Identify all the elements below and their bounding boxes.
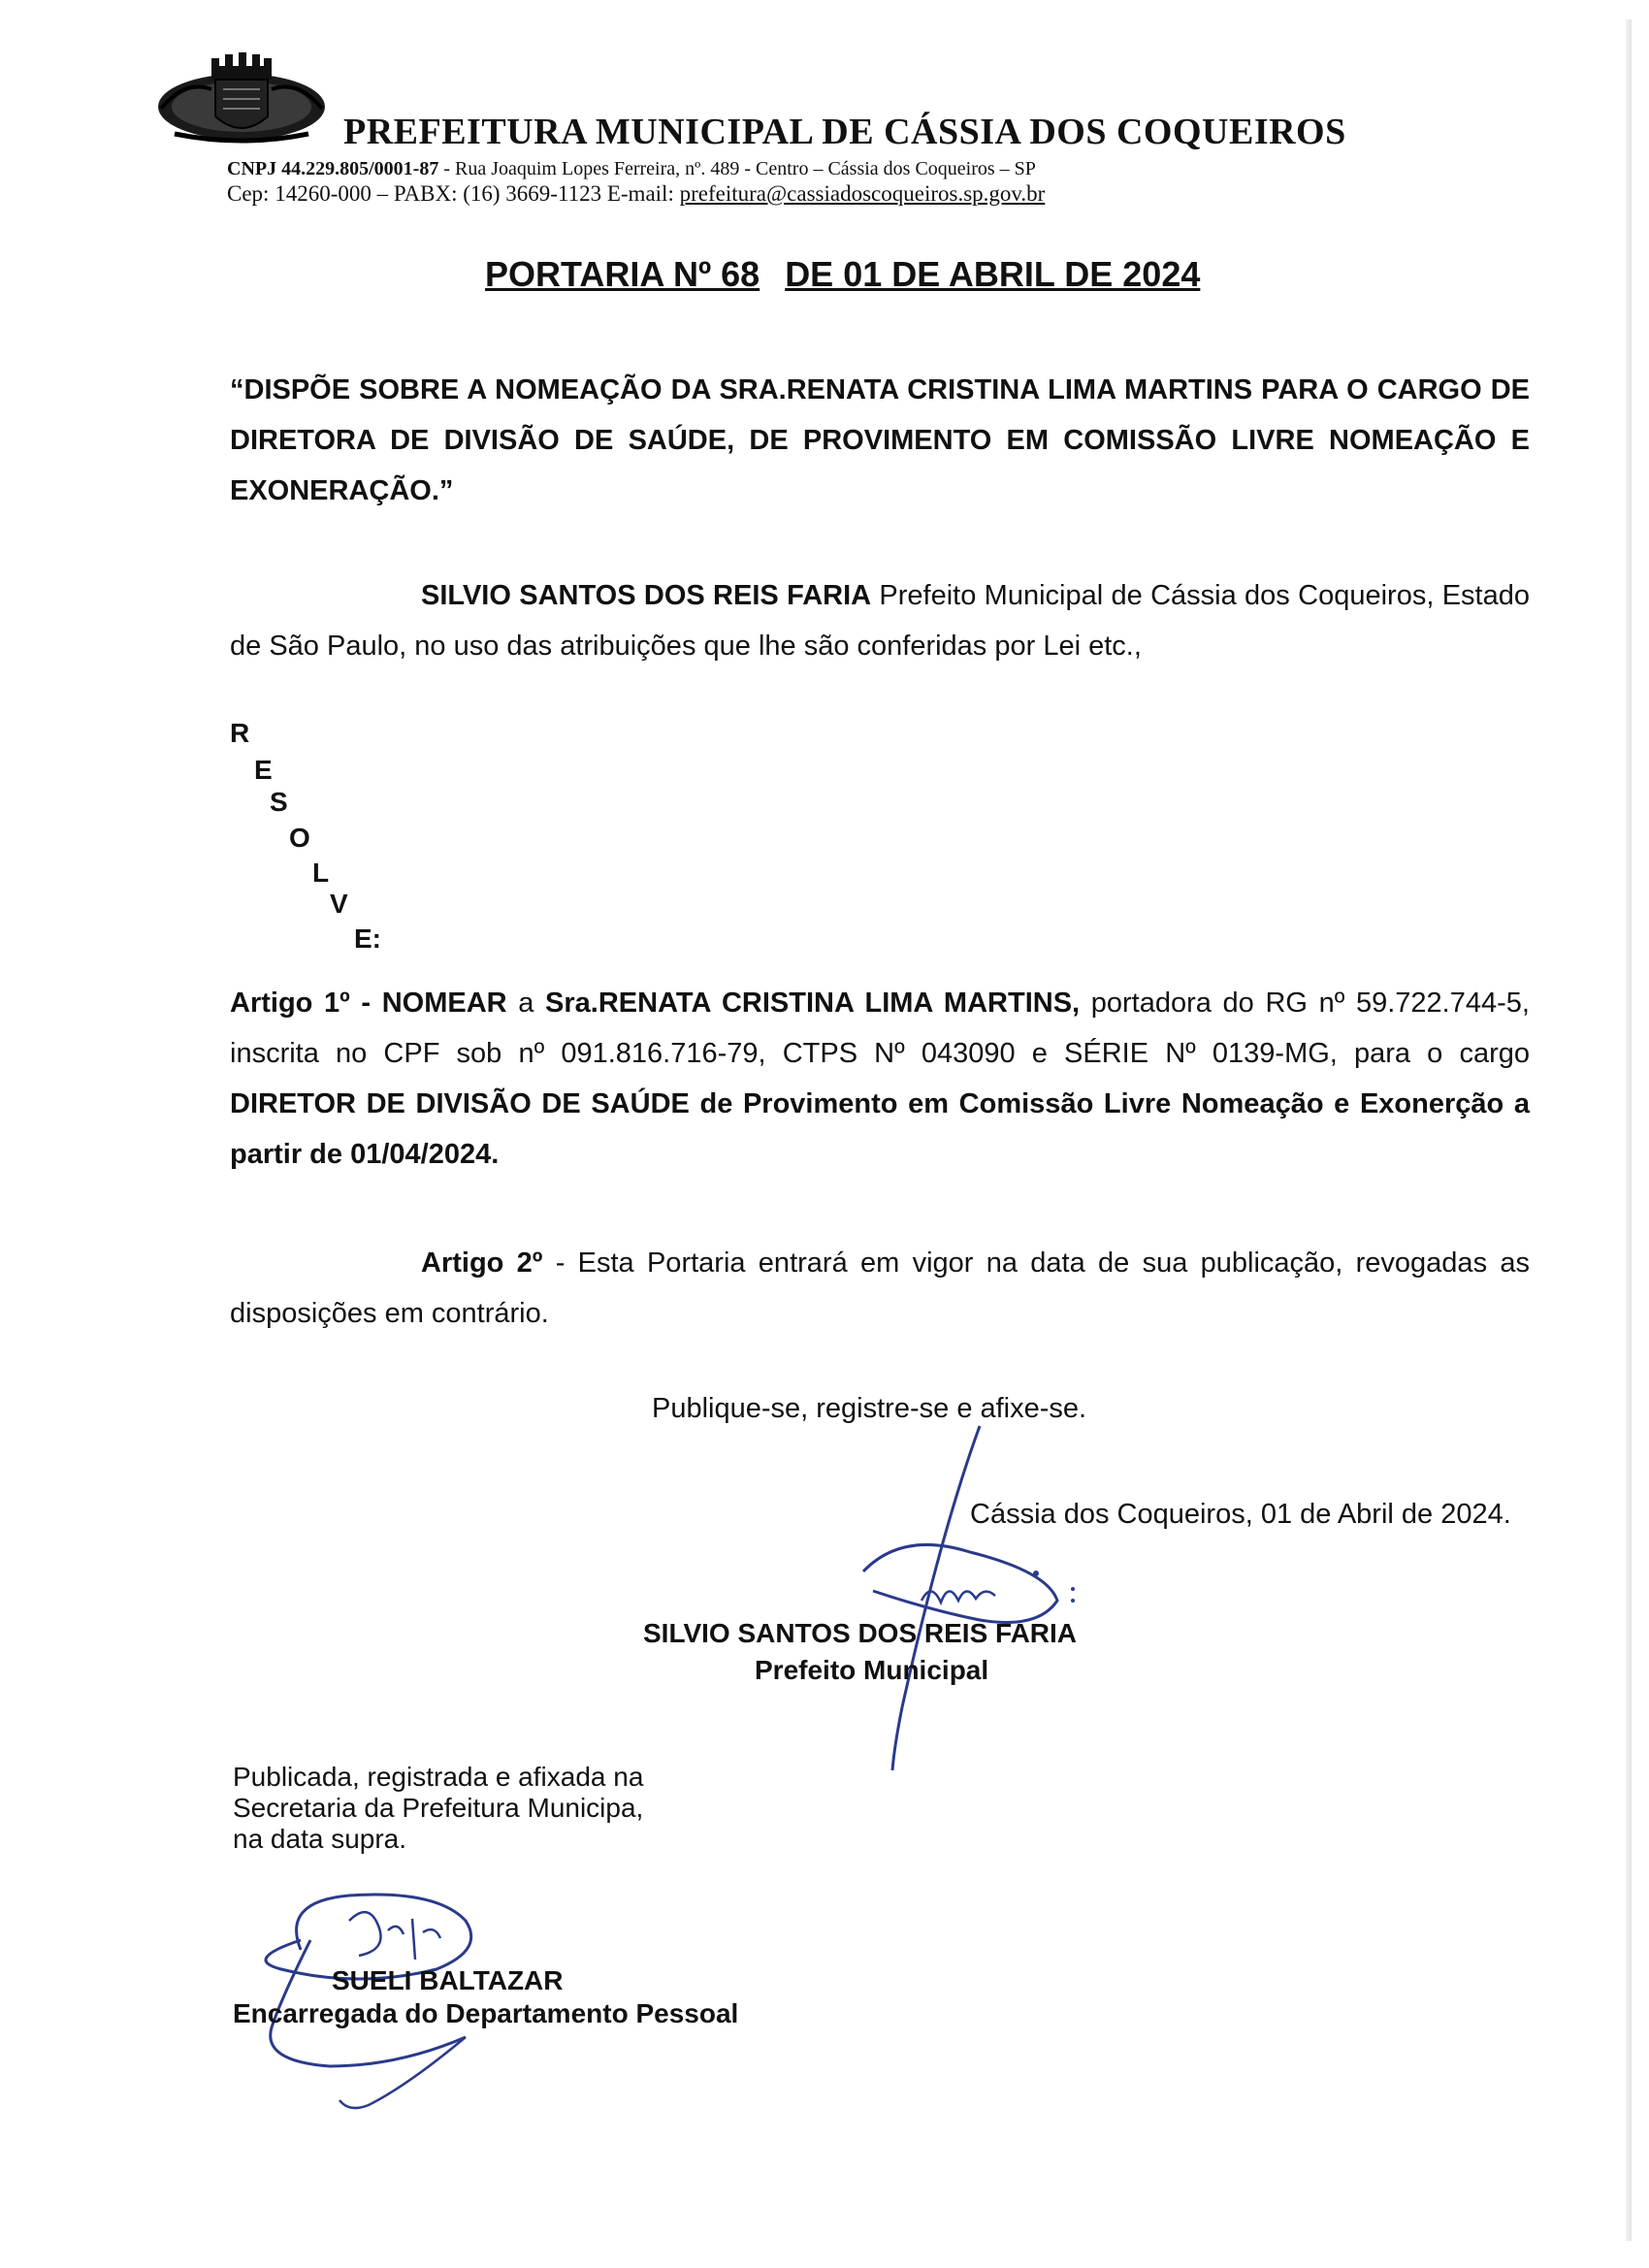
artigo-1-label: Artigo 1º (230, 988, 350, 1019)
artigo-2-label: Artigo 2º (421, 1247, 543, 1279)
mayor-name: SILVIO SANTOS DOS REIS FARIA (421, 580, 872, 611)
resolve-letter: S (270, 787, 288, 817)
mayor-signature-icon (824, 1416, 1116, 1785)
artigo-1-sep: - (349, 988, 382, 1019)
publication-line: na data supra. (233, 1824, 407, 1854)
appointee-name: Sra.RENATA CRISTINA LIMA MARTINS, (545, 988, 1081, 1019)
title-number: PORTARIA Nº 68 (485, 254, 760, 294)
artigo-1-a: a (506, 988, 546, 1019)
intro-text: Prefeito Municipal de Cássia dos Coqueiros, Estado de São Paulo, no uso das atribuições que lhe são conferidas por Lei etc., (230, 580, 1530, 662)
ementa: “DISPÕE SOBRE A NOMEAÇÃO DA SRA.RENATA CRISTINA LIMA MARTINS PARA O CARGO DE DIRETORA DE DIVISÃO DE SAÚDE, DE PROVIMENTO EM COMISSÃO LIVRE NOMEAÇÃO E EXONERAÇÃO.” (230, 374, 1530, 506)
address: - Rua Joaquim Lopes Ferreira, nº. 489 - Centro – Cássia dos Coqueiros – SP (438, 158, 1036, 179)
cargo: DIRETOR DE DIVISÃO DE SAÚDE de Provimento em Comissão Livre Nomeação e Exonerção a partir de 01/04/2024. (230, 1088, 1530, 1170)
municipal-crest-icon (155, 50, 328, 144)
contact: Cep: 14260-000 – PABX: (16) 3669-1123 E-mail: (227, 181, 680, 206)
resolve-letter: V (330, 889, 348, 919)
scan-edge (1626, 19, 1632, 2241)
org-address-line (227, 158, 1036, 180)
artigo-2-text: - Esta Portaria entrará em vigor na data de sua publicação, revogadas as disposições em contrário. (230, 1247, 1530, 1329)
date-line: Cássia dos Coqueiros, 01 de Abril de 2024. (970, 1499, 1511, 1530)
signatory-1-name: SILVIO SANTOS DOS REIS FARIA (643, 1618, 1078, 1648)
artigo-2 (230, 1238, 1530, 1339)
cnpj: CNPJ 44.229.805/0001-87 (227, 158, 439, 179)
resolve-letter: L (312, 858, 330, 888)
resolve-letter: R (230, 718, 250, 748)
document-title (485, 254, 1200, 295)
publication-line: Secretaria da Prefeitura Municipa, (233, 1793, 644, 1823)
org-contact-line (227, 181, 1045, 207)
publication-line: Publicada, registrada e afixada na (233, 1762, 644, 1792)
org-name: PREFEITURA MUNICIPAL DE CÁSSIA DOS COQUEIROS (343, 112, 1346, 152)
resolve-letter: E: (354, 923, 381, 954)
signatory-1-role: Prefeito Municipal (755, 1655, 989, 1685)
artigo-1 (230, 978, 1530, 1180)
resolve-letter: O (289, 823, 310, 853)
signatory-2-role: Encarregada do Departamento Pessoal (233, 1998, 739, 2028)
artigo-1-text: portadora do RG nº 59.722.744-5, inscrita no CPF sob nº 091.816.716-79, CTPS Nº 043090 e SÉRIE Nº 0139-MG, para o cargo (230, 988, 1530, 1069)
artigo-1-verb: NOMEAR (381, 988, 507, 1019)
intro-paragraph (230, 570, 1530, 671)
publique-line: Publique-se, registre-se e afixe-se. (652, 1393, 1087, 1424)
email-link[interactable]: prefeitura@cassiadoscoqueiros.sp.gov.br (679, 181, 1046, 206)
signatory-2-name: SUELI BALTAZAR (332, 1965, 564, 1995)
title-date: DE 01 DE ABRIL DE 2024 (785, 254, 1201, 294)
resolve-letter: E (254, 755, 273, 785)
